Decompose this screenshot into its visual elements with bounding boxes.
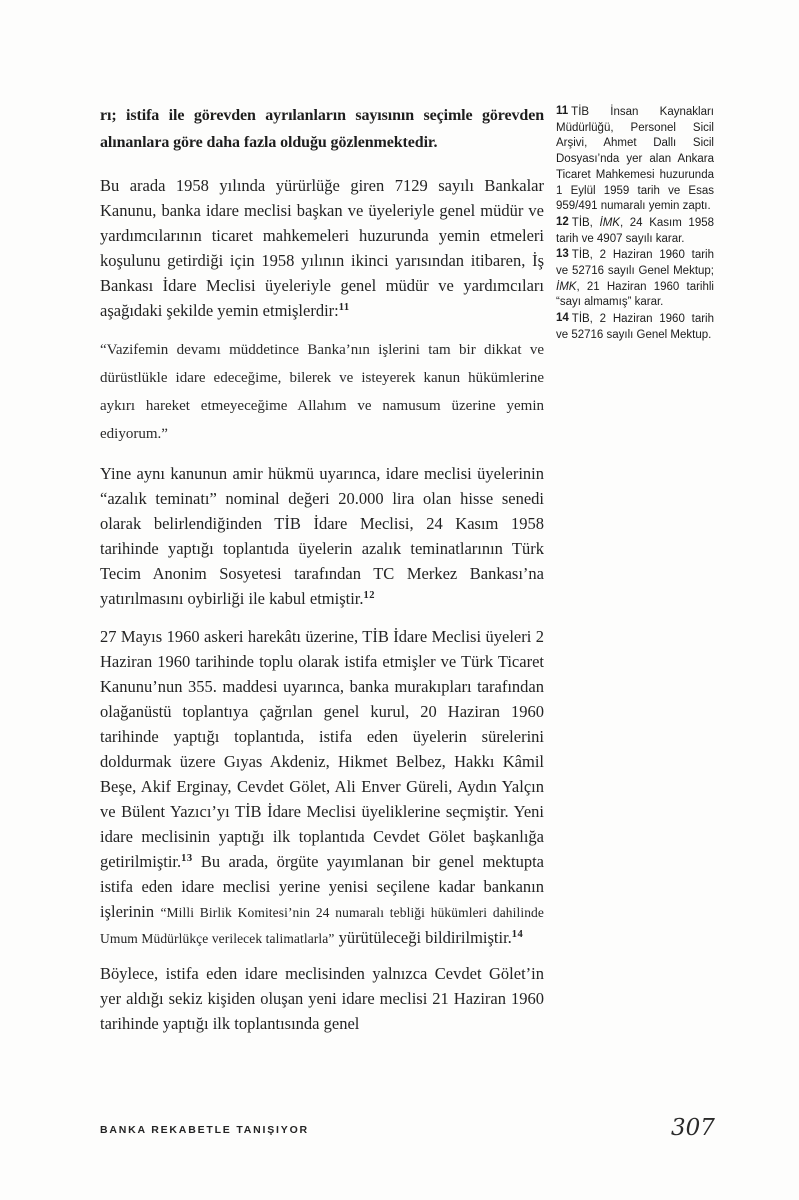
paragraph-azalik-teminati: [100, 461, 544, 611]
paragraph-27-mayis: [100, 624, 544, 951]
footnote-text: TİB,: [571, 216, 600, 229]
paragraph-boylece: Böylece, istifa eden idare meclisinden yalnızca Cevdet Gölet’in yer aldığı sekiz kişiden oluşan yeni idare meclisi 21 Haziran 1960 tarihinde yaptığı ilk toplantısında genel: [100, 964, 544, 1033]
main-text-column: [100, 102, 544, 1049]
footnote-text: TİB, 2 Haziran 1960 tarih ve 52716 sayılı Genel Mektup;: [556, 249, 714, 278]
footnote-ref-14: 14: [511, 929, 524, 940]
paragraph-bankalar-kanunu: [100, 173, 544, 323]
footnote-13: [556, 247, 714, 311]
oath-quote-block: “Vazifemin devamı müddetince Banka’nın işlerini tam bir dikkat ve dürüstlükle idare edeceğime, bilerek ve isteyerek kanun hükümlerine aykırı hareket etmeyeceğime Allahım ve namusum üzerine yemin ediyorum.”: [100, 342, 544, 442]
footnotes-column: [556, 104, 714, 344]
footnote-text: TİB, 2 Haziran 1960 tarih ve 52716 sayılı Genel Mektup.: [556, 313, 714, 341]
footnote-number: 14: [556, 312, 569, 325]
paragraph-text: 27 Mayıs 1960 askeri harekâtı üzerine, TİB İdare Meclisi üyeleri 2 Haziran 1960 tarihinde toplu olarak istifa etmişler ve Türk Ticaret Kanunu’nun 355. maddesi uyarınca, banka murakıpları tarafından olağanüstü toplantıya çağrılan genel kurul, 20 Haziran 1960 tarihinde yaptığı toplantıda, istifa eden üyelerin sürelerini doldurmak üzere Gıyas Akdeniz, Hikmet Belbez, Hakkı Kâmil Beşe, Akif Erginay, Cevdet Gölet, Ali Enver Güreli, Aydın Yalçın ve Bülent Yazıcı’yı TİB İdare Meclisi üyeliklerine seçmiştir. Yeni idare meclisinin yaptığı ilk toplantıda Cevdet Gölet başkanlığa getirilmiştir.: [100, 627, 544, 871]
page-number: 307: [671, 1115, 715, 1141]
running-head-chapter-title: BANKA REKABETLE TANIŞIYOR: [100, 1124, 309, 1136]
footnote-ref-11: 11: [338, 302, 350, 313]
paragraph-text: yürütüleceği bildirilmiştir.: [334, 928, 512, 947]
footnote-number: 13: [556, 248, 569, 261]
footnote-12: [556, 215, 714, 247]
paragraph-text: Yine aynı kanunun amir hükmü uyarınca, idare meclisi üyelerinin “azalık teminatı” nominal değeri 20.000 lira olan hisse senedi olarak belirlendiğinden TİB İdare Meclisi, 24 Kasım 1958 tarihinde yaptığı toplantıda üyelerin azalık teminatlarının Türk Tecim Anonim Sosyetesi tarafından TC Merkez Bankası’na yatırılmasını oybirliği ile kabul etmiştir.: [100, 464, 544, 608]
inline-small-quote: “Milli Birlik Komitesi’nin 24 numaralı tebliği hükümleri dahilinde Umum Müdürlükçe verilecek talimatlarla”: [100, 905, 544, 946]
footnote-ref-13: 13: [181, 853, 193, 864]
footnote-text: TİB İnsan Kaynakları Müdürlüğü, Personel Sicil Arşivi, Ahmet Dallı Sicil Dosyası’nda yer alan Ankara Ticaret Mahkemesi huzurunda 1 Eylül 1959 tarih ve Esas 959/491 numaralı yemin zaptı.: [556, 106, 714, 213]
paragraph-text: Bu arada, örgüte yayımlanan bir genel mektupta istifa eden idare meclisi yerine yenisi seçilene kadar bankanın işlerinin: [100, 852, 544, 921]
footnote-text: , 21 Haziran 1960 tarihli “sayı almamış” karar.: [556, 280, 714, 309]
footnote-number: 11: [556, 105, 569, 117]
paragraph-text: Bu arada 1958 yılında yürürlüğe giren 7129 sayılı Bankalar Kanunu, banka idare meclisi başkan ve üyeleriyle genel müdür ve yardımcılarının ticaret mahkemeleri huzurunda yemin etmeleri koşulunu getirdiği için 1958 yılının ikinci yarısından itibaren, İş Bankası İdare Meclisi üyeleriyle genel müdür ve yardımcıları aşağıdaki şekilde yemin etmişlerdir:: [100, 176, 544, 320]
footnote-italic-source: İMK: [599, 216, 620, 229]
footnote-text: , 24 Kasım 1958 tarih ve 4907 sayılı karar.: [556, 216, 715, 245]
footnote-ref-12: 12: [363, 590, 376, 601]
footnote-italic-source: İMK: [556, 280, 577, 293]
footnote-number: 12: [556, 215, 569, 228]
footnote-11: [556, 104, 714, 215]
lead-paragraph-bold: rı; istifa ile görevden ayrılanların sayısının seçimle görevden alınanlara göre daha fazla olduğu gözlenmektedir.: [100, 107, 544, 151]
footnote-14: [556, 311, 714, 343]
